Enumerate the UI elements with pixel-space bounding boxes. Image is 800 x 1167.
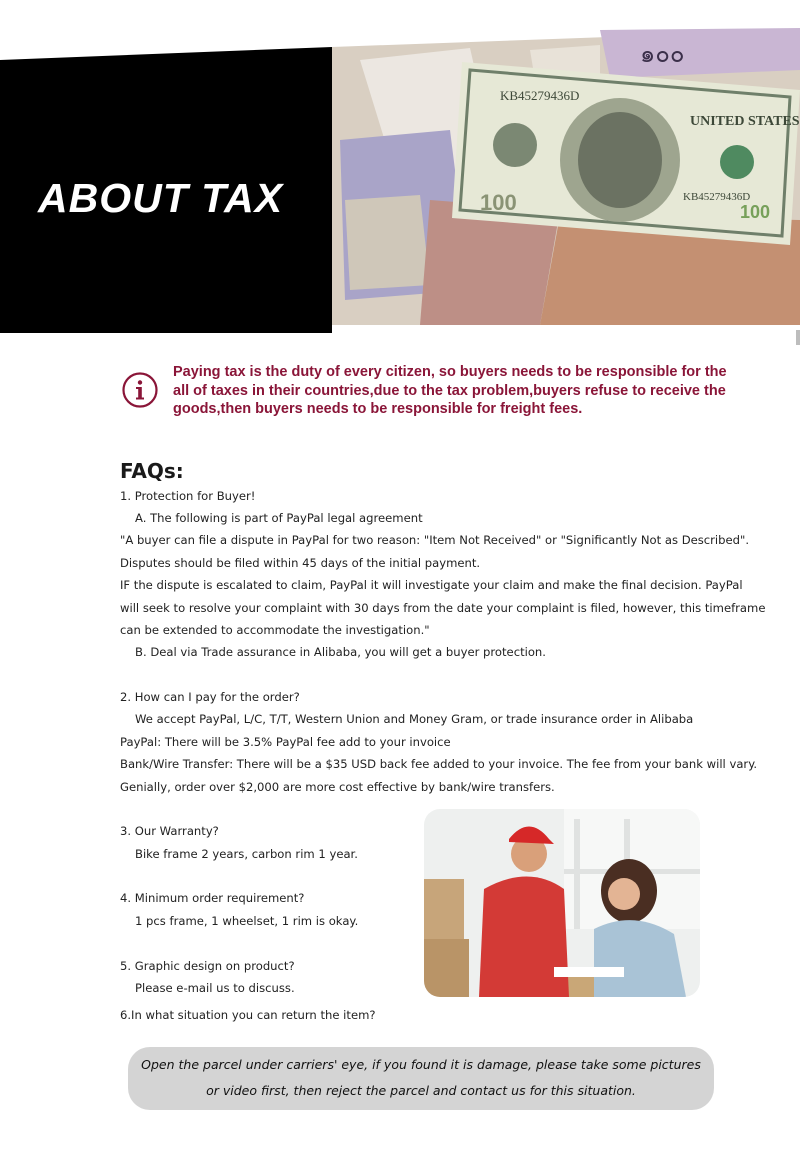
faq-answer: Genially, order over $2,000 are more cost effective by bank/wire transfers.	[120, 780, 555, 794]
faq-answer: A. The following is part of PayPal legal agreement	[135, 511, 423, 525]
faq-answer: can be extended to accommodate the investigation."	[120, 623, 430, 637]
faq-question: 4. Minimum order requirement?	[120, 891, 305, 905]
page-title: ABOUT TAX	[38, 175, 284, 221]
notice-line: all of taxes in their countries,due to the tax problem,buyers refuse to receive the	[173, 382, 726, 399]
return-policy-note	[128, 1047, 714, 1110]
faq-answer: B. Deal via Trade assurance in Alibaba, you will get a buyer protection.	[135, 645, 546, 659]
faq-answer: "A buyer can file a dispute in PayPal for two reason: "Item Not Received" or "Significantly Not as Described".	[120, 533, 750, 547]
note-line: Open the parcel under carriers' eye, if you found it is damage, please take some pictures	[141, 1057, 701, 1072]
faq-answer: Please e-mail us to discuss.	[135, 981, 295, 995]
faq-answer: We accept PayPal, L/C, T/T, Western Union and Money Gram, or trade insurance order in Alibaba	[135, 712, 694, 726]
faq-heading: FAQs:	[120, 459, 184, 483]
faq-question: 2. How can I pay for the order?	[120, 690, 300, 704]
svg-text:100: 100	[740, 202, 771, 222]
tax-notice	[173, 363, 743, 419]
faq-answer: 1 pcs frame, 1 wheelset, 1 rim is okay.	[135, 914, 359, 928]
faq-answer: IF the dispute is escalated to claim, PayPal it will investigate your claim and make the final decision. PayPal	[120, 578, 743, 592]
notice-line: goods,then buyers needs to be responsible for freight fees.	[173, 401, 583, 417]
faq-answer: will seek to resolve your complaint with 30 days from the date your complaint is filed, however, this timeframe	[120, 601, 766, 615]
svg-text:KB45279436D: KB45279436D	[683, 191, 751, 203]
notice-line: Paying tax is the duty of every citizen, so buyers needs to be responsible for the	[173, 364, 727, 380]
faq-question: 6.In what situation you can return the item?	[120, 1008, 376, 1022]
faq-answer: Bank/Wire Transfer: There will be a $35 USD back fee added to your invoice. The fee from your bank will vary.	[120, 757, 758, 771]
man-shirt	[479, 877, 569, 998]
faq-answer: Disputes should be filed within 45 days of the initial payment.	[120, 556, 481, 570]
svg-text:UNITED STATES: UNITED STATES	[690, 114, 800, 129]
faq-answer: Bike frame 2 years, carbon rim 1 year.	[135, 847, 358, 861]
note-line: or video first, then reject the parcel and contact us for this situation.	[206, 1083, 636, 1098]
faq-question: 1. Protection for Buyer!	[120, 489, 256, 503]
svg-text:๑๐๐: ๑๐๐	[640, 41, 685, 68]
info-circle-icon	[121, 371, 159, 409]
faq-question: 3. Our Warranty?	[120, 824, 219, 838]
faq-question: 5. Graphic design on product?	[120, 959, 295, 973]
faq-answer: PayPal: There will be 3.5% PayPal fee add to your invoice	[120, 735, 451, 749]
svg-text:100: 100	[480, 190, 517, 215]
header-banner	[0, 0, 800, 345]
banknote-violet	[600, 28, 800, 78]
svg-text:KB45279436D: KB45279436D	[500, 88, 580, 103]
money-banner-image	[0, 0, 800, 345]
delivery-photo	[424, 809, 700, 997]
